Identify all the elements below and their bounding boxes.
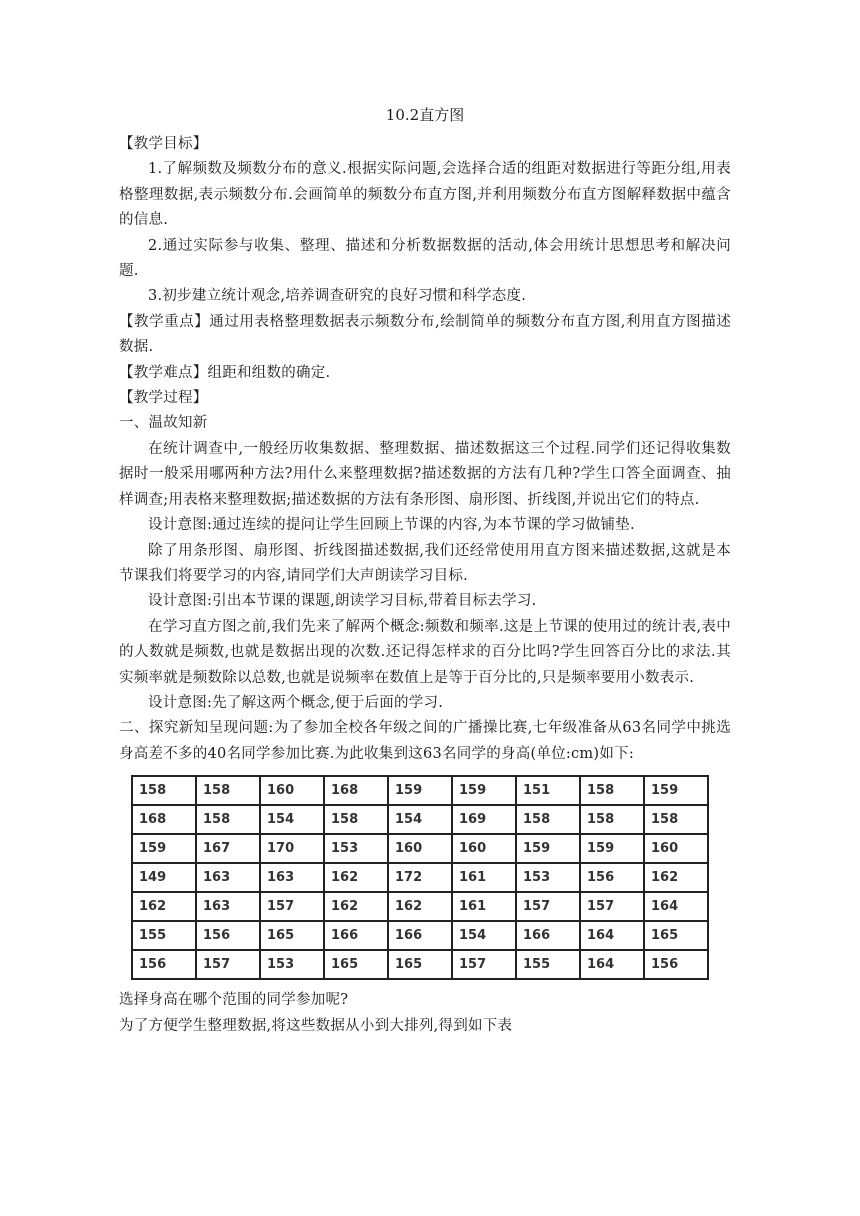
section-1-paragraph-4: 设计意图:引出本节课的课题,朗读学习目标,带着目标去学习. <box>148 593 537 610</box>
question-line: 选择身高在哪个范围的同学参加呢? <box>119 992 349 1009</box>
table-cell: 169 <box>452 805 516 834</box>
table-cell: 156 <box>580 863 644 892</box>
table-cell: 170 <box>260 834 324 863</box>
key-point: 【教学重点】通过用表格整理数据表示频数分布,绘制简单的频数分布直方图,利用直方图描述数据. <box>119 313 731 356</box>
table-cell: 154 <box>452 921 516 950</box>
table-row <box>132 776 708 805</box>
table-cell: 158 <box>196 776 260 805</box>
table-cell: 168 <box>324 776 388 805</box>
document-page <box>119 100 731 1039</box>
table-cell: 158 <box>516 805 580 834</box>
table-cell: 164 <box>644 892 708 921</box>
table-cell: 156 <box>196 921 260 950</box>
table-cell: 162 <box>324 892 388 921</box>
table-cell: 156 <box>644 950 708 979</box>
table-cell: 167 <box>196 834 260 863</box>
table-cell: 157 <box>260 892 324 921</box>
table-cell: 159 <box>644 776 708 805</box>
table-cell: 159 <box>388 776 452 805</box>
table-cell: 157 <box>580 892 644 921</box>
table-cell: 163 <box>196 863 260 892</box>
table-cell: 159 <box>452 776 516 805</box>
table-cell: 155 <box>516 950 580 979</box>
table-cell: 160 <box>260 776 324 805</box>
table-cell: 165 <box>644 921 708 950</box>
table-cell: 165 <box>388 950 452 979</box>
table-cell: 161 <box>452 863 516 892</box>
table-cell: 162 <box>324 863 388 892</box>
table-cell: 156 <box>132 950 196 979</box>
table-row <box>132 805 708 834</box>
section-1-paragraph-5: 在学习直方图之前,我们先来了解两个概念:频数和频率.这是上节课的使用过的统计表,表中的人数就是频数,也就是数据出现的次数.还记得怎样求的百分比吗?学生回答百分比的求法.其实频率就是频数除以总数,也就是说频率在数值上是等于百分比的,只是频率要用小数表示. <box>119 618 731 686</box>
table-cell: 157 <box>452 950 516 979</box>
table-cell: 154 <box>260 805 324 834</box>
section-1-paragraph-2: 设计意图:通过连续的提问让学生回顾上节课的内容,为本节课的学习做铺垫. <box>148 517 635 534</box>
table-cell: 164 <box>580 921 644 950</box>
table-row <box>132 834 708 863</box>
table-row <box>132 950 708 979</box>
objective-3: 3.初步建立统计观念,培养调查研究的良好习惯和科学态度. <box>148 288 527 305</box>
table-cell: 166 <box>388 921 452 950</box>
section-1-heading: 一、温故知新 <box>119 415 208 432</box>
table-cell: 166 <box>324 921 388 950</box>
table-cell: 162 <box>132 892 196 921</box>
table-cell: 166 <box>516 921 580 950</box>
objective-1: 1.了解频数及频数分布的意义.根据实际问题,会选择合适的组距对数据进行等距分组,用表格整理数据,表示频数分布.会画简单的频数分布直方图,并利用频数分布直方图解释数据中蕴含的信息. <box>119 161 731 229</box>
table-cell: 153 <box>516 863 580 892</box>
table-cell: 160 <box>452 834 516 863</box>
table-cell: 158 <box>196 805 260 834</box>
table-cell: 160 <box>644 834 708 863</box>
table-cell: 160 <box>388 834 452 863</box>
table-cell: 154 <box>388 805 452 834</box>
section-1-paragraph-3: 除了用条形图、扇形图、折线图描述数据,我们还经常使用用直方图来描述数据,这就是本节课我们将要学习的内容,请同学们大声朗读学习目标. <box>119 542 731 584</box>
table-cell: 158 <box>132 776 196 805</box>
table-row <box>132 921 708 950</box>
table-cell: 158 <box>324 805 388 834</box>
table-cell: 162 <box>388 892 452 921</box>
table-cell: 157 <box>516 892 580 921</box>
table-cell: 159 <box>132 834 196 863</box>
table-row <box>132 892 708 921</box>
table-cell: 165 <box>260 921 324 950</box>
table-cell: 159 <box>580 834 644 863</box>
table-cell: 161 <box>452 892 516 921</box>
table-cell: 162 <box>644 863 708 892</box>
table-cell: 157 <box>196 950 260 979</box>
section-1-paragraph-6: 设计意图:先了解这两个概念,便于后面的学习. <box>148 694 444 711</box>
table-cell: 158 <box>580 805 644 834</box>
table-cell: 153 <box>260 950 324 979</box>
page-title: 10.2直方图 <box>385 106 465 124</box>
objective-2: 2.通过实际参与收集、整理、描述和分析数据数据的活动,体会用统计思想思考和解决问题. <box>119 237 731 280</box>
table-cell: 149 <box>132 863 196 892</box>
table-cell: 163 <box>260 863 324 892</box>
table-cell: 155 <box>132 921 196 950</box>
table-row <box>132 863 708 892</box>
table-cell: 158 <box>580 776 644 805</box>
table-cell: 164 <box>580 950 644 979</box>
process-heading: 【教学过程】 <box>119 390 208 407</box>
table-cell: 163 <box>196 892 260 921</box>
height-data-table <box>131 775 709 980</box>
table-cell: 172 <box>388 863 452 892</box>
table-cell: 159 <box>516 834 580 863</box>
section-2-paragraph: 二、探究新知呈现问题:为了参加全校各年级之间的广播操比赛,七年级准备从63名同学中挑选身高差不多的40名同学参加比赛.为此收集到这63名同学的身高(单位:cm)如下: <box>119 720 731 762</box>
table-cell: 158 <box>644 805 708 834</box>
table-cell: 165 <box>324 950 388 979</box>
section-1-paragraph-1: 在统计调查中,一般经历收集数据、整理数据、描述数据这三个过程.同学们还记得收集数据时一般采用哪两种方法?用什么来整理数据?描述数据的方法有几种?学生口答全面调查、抽样调查;用表格来整理数据;描述数据的方法有条形图、扇形图、折线图,并说出它们的特点. <box>119 440 731 508</box>
sorting-note: 为了方便学生整理数据,将这些数据从小到大排列,得到如下表 <box>119 1017 513 1034</box>
objectives-heading: 【教学目标】 <box>119 136 208 152</box>
table-cell: 151 <box>516 776 580 805</box>
difficulty: 【教学难点】组距和组数的确定. <box>119 364 331 381</box>
table-cell: 168 <box>132 805 196 834</box>
table-cell: 153 <box>324 834 388 863</box>
